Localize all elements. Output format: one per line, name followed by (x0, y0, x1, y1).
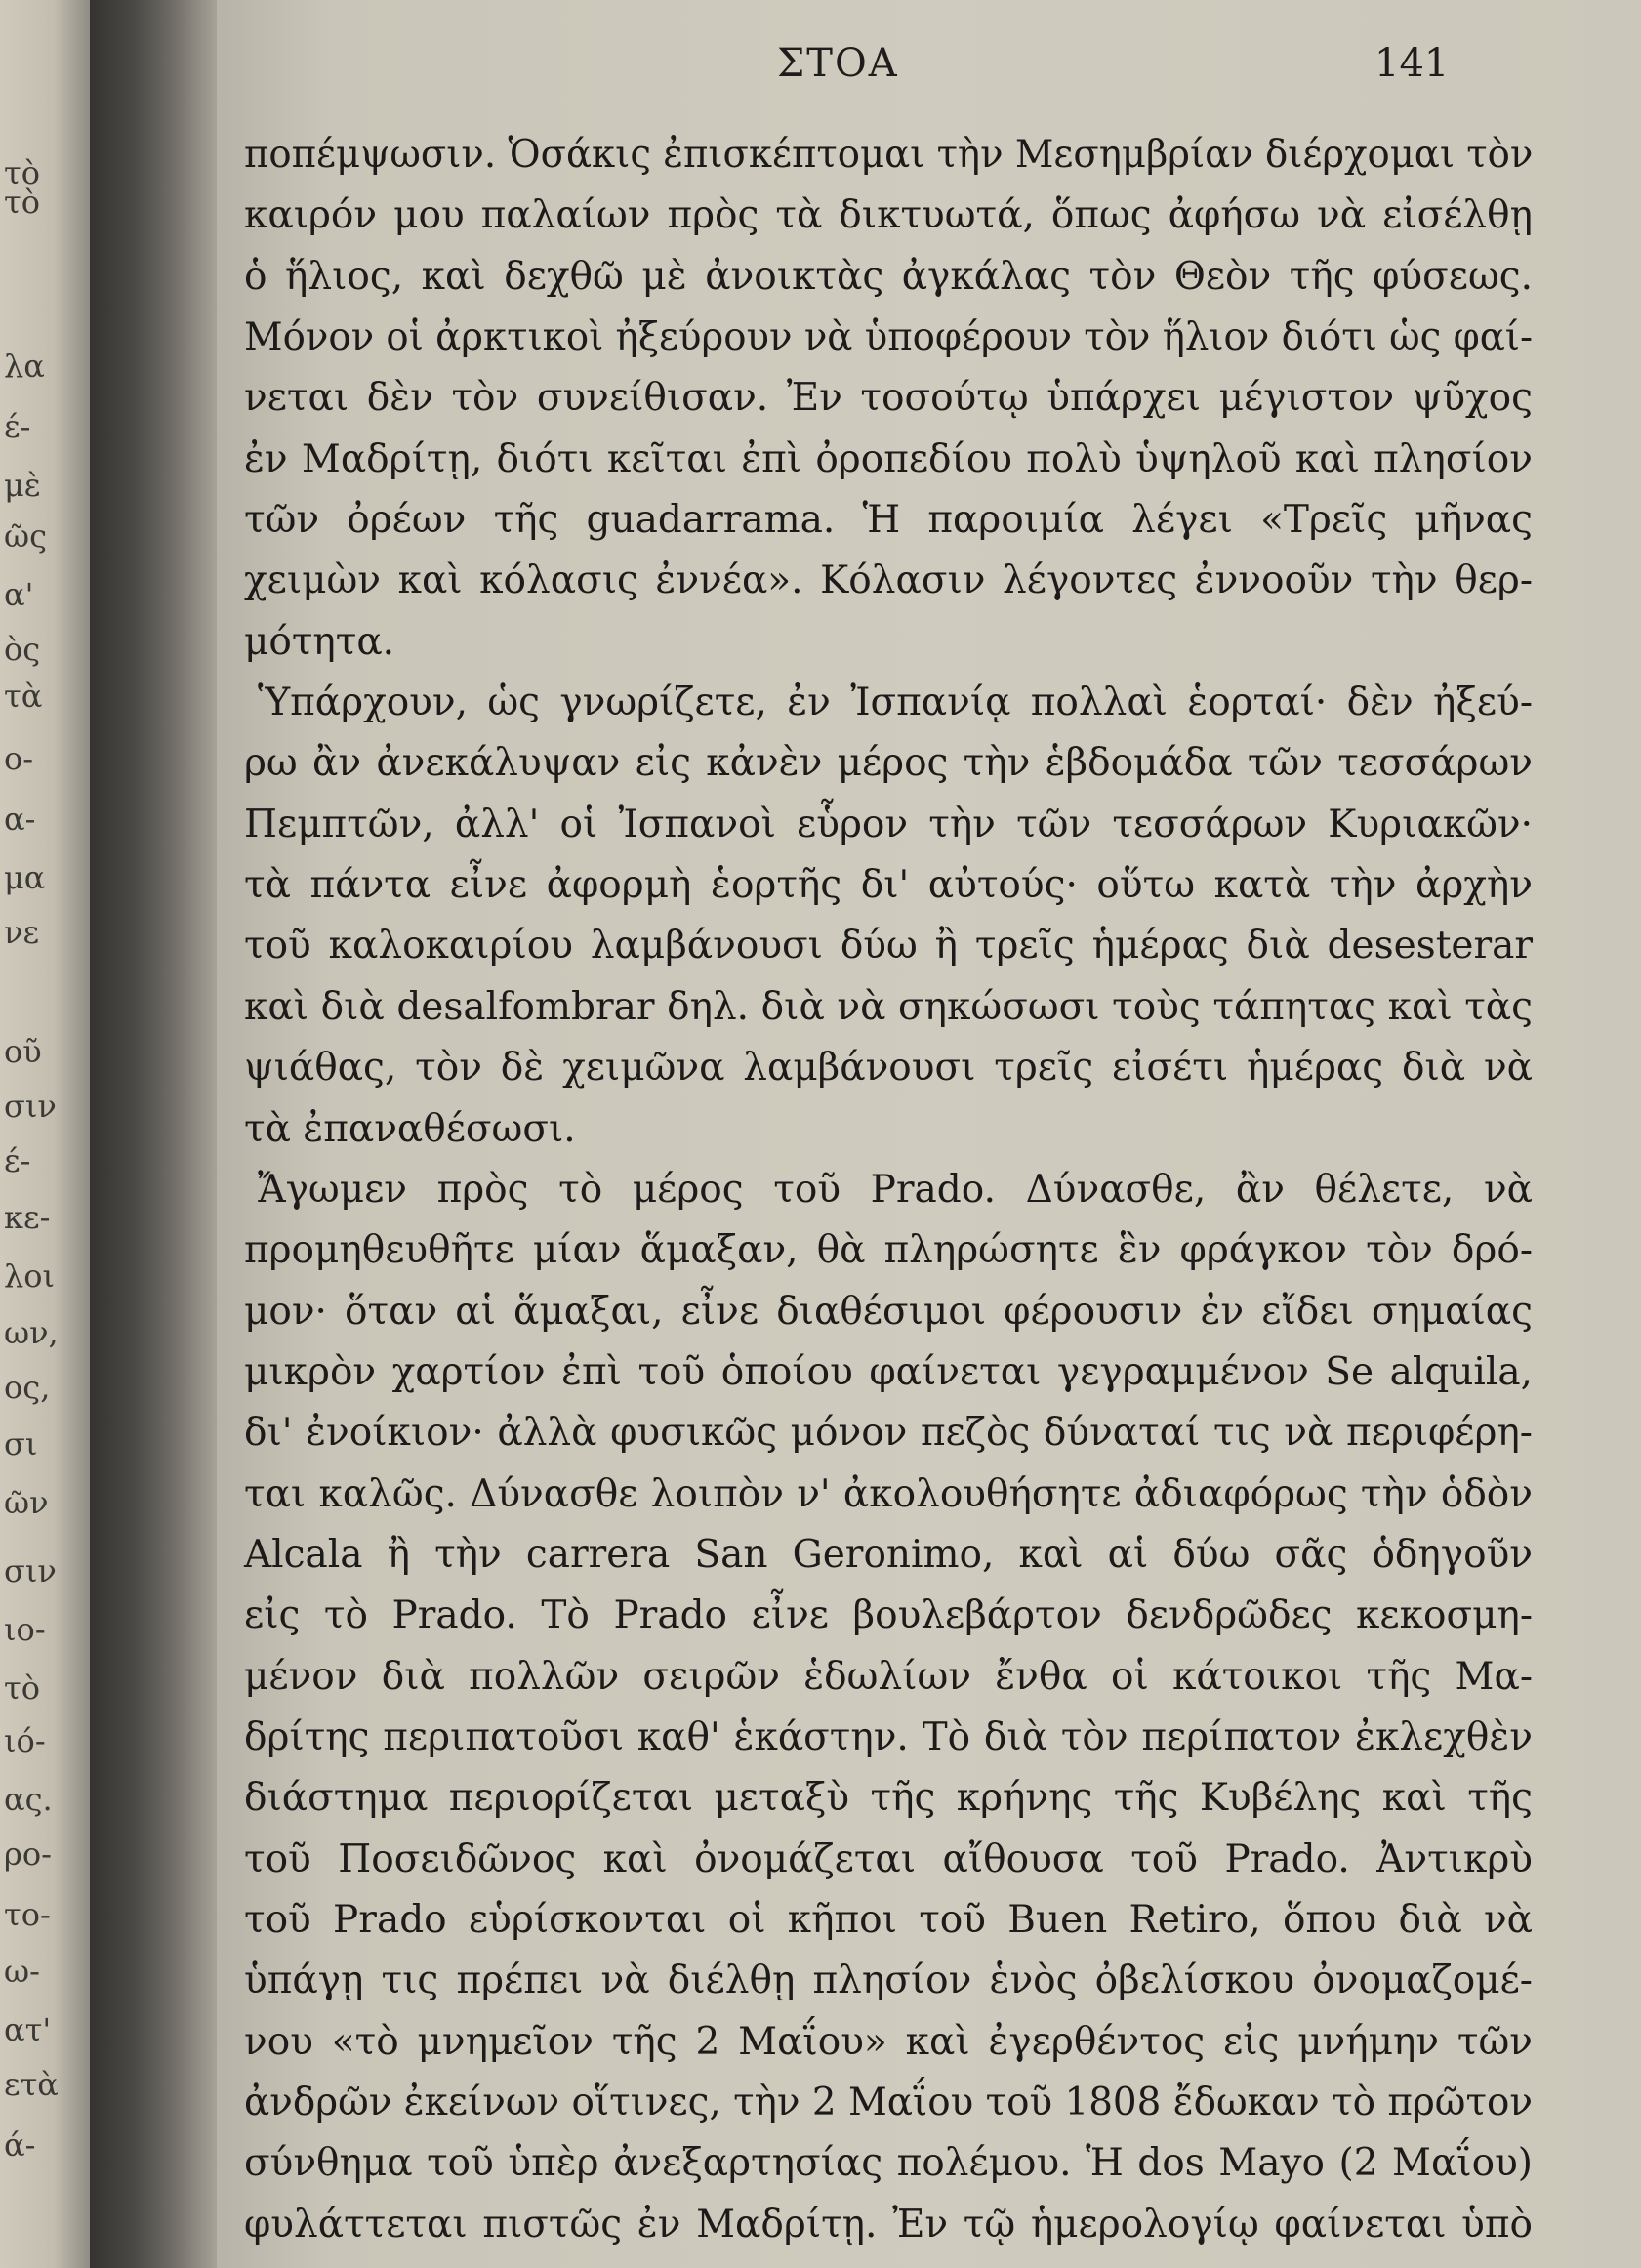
text-line: διάστημα περιορίζεται μεταξὺ τῆς κρήνης τῆς Κυβέλης καὶ τῆς (244, 1776, 1533, 1821)
margin-fragment: κε- (4, 1199, 51, 1236)
text-line: καιρόν μου παλαίων πρὸς τὰ δικτυωτά, ὅπως ἀφήσω νὰ εἰσέλθῃ (244, 193, 1533, 238)
text-line: ρω ἂν ἀνεκάλυψαν εἰς κἀνὲν μέρος τὴν ἑβδομάδα τῶν τεσσάρων (244, 741, 1533, 786)
text-line: δρίτης περιπατοῦσι καθ' ἑκάστην. Τὸ διὰ τὸν περίπατον ἐκλεχθὲν (244, 1714, 1533, 1759)
text-line: καὶ διὰ desalfombrar δηλ. διὰ νὰ σηκώσωσι τοὺς τάπητας καὶ τὰς (244, 984, 1533, 1029)
margin-fragment: ατ' (4, 2011, 52, 2048)
text-line: μότητα. (244, 619, 395, 664)
text-line: νεται δὲν τὸν συνείθισαν. Ἐν τοσούτῳ ὑπάρχει μέγιστον ψῦχος (244, 376, 1533, 421)
margin-fragment: ὸς (4, 631, 41, 668)
margin-fragment: τὸ (4, 154, 40, 191)
text-line: τοῦ Ποσειδῶνος καὶ ὀνομάζεται αἴθουσα τοῦ Prado. Ἀντικρὺ (244, 1836, 1533, 1881)
previous-page-edge (0, 0, 90, 2268)
margin-fragment: ιο- (4, 1611, 46, 1648)
text-line: χειμὼν καὶ κόλασις ἐννέα». Κόλασιν λέγοντες ἐννοοῦν τὴν θερ- (244, 558, 1533, 603)
margin-fragment: τὰ (4, 678, 43, 715)
text-line: ὁ ἥλιος, καὶ δεχθῶ μὲ ἀνοικτὰς ἀγκάλας τὸν Θεὸν τῆς φύσεως. (244, 254, 1533, 299)
margin-fragment: ρο- (4, 1835, 52, 1873)
margin-fragment: τὸ (4, 1670, 40, 1707)
margin-fragment: ων, (4, 1314, 59, 1351)
margin-fragment: ῶς (4, 517, 48, 555)
text-line: ἀνδρῶν ἐκείνων οἵτινες, τὴν 2 Μαΐου τοῦ 1808 ἔδωκαν τὸ πρῶτον (244, 2081, 1533, 2124)
page-number: 141 (1374, 41, 1450, 86)
margin-fragment: λα (4, 348, 45, 385)
margin-fragment: οῦ (4, 1033, 42, 1070)
text-line: ψιάθας, τὸν δὲ χειμῶνα λαμβάνουσι τρεῖς εἰσέτι ἡμέρας διὰ νὰ (244, 1046, 1533, 1091)
running-title: ΣΤΟΑ (777, 41, 899, 86)
margin-fragment: μὲ (4, 467, 41, 504)
text-line: Μόνον οἱ ἀρκτικοὶ ἠξεύρουν νὰ ὑποφέρουν τὸν ἥλιον διότι ὡς φαί- (244, 315, 1534, 360)
text-line: Ἄγωμεν πρὸς τὸ μέρος τοῦ Prado. Δύνασθε, ἂν θέλετε, νὰ (258, 1167, 1533, 1212)
margin-fragment: ας. (4, 1781, 53, 1818)
text-line: σύνθημα τοῦ ὑπὲρ ἀνεξαρτησίας πολέμου. Ἡ dos Mayo (2 Μαΐου) (244, 2141, 1533, 2186)
margin-fragment: λοι (4, 1258, 56, 1295)
margin-fragment: ιό- (4, 1722, 46, 1759)
text-line: προμηθευθῆτε μίαν ἅμαξαν, θὰ πληρώσητε ἓν φράγκον τὸν δρό- (244, 1228, 1533, 1273)
margin-fragment: α' (4, 576, 34, 613)
text-line: τῶν ὀρέων τῆς guadarrama. Ἡ παροιμία λέγει «Τρεῖς μῆνας (244, 498, 1533, 543)
margin-fragment: α- (4, 801, 36, 838)
text-line: μικρὸν χαρτίον ἐπὶ τοῦ ὁποίου φαίνεται γεγραμμένον Se alquila, (244, 1349, 1533, 1394)
text-line: μον· ὅταν αἱ ἅμαξαι, εἶνε διαθέσιμοι φέρουσιν ἐν εἴδει σημαίας (244, 1289, 1533, 1334)
text-line: μένον διὰ πολλῶν σειρῶν ἑδωλίων ἔνθα οἱ κάτοικοι τῆς Μα- (244, 1654, 1533, 1699)
text-line: τοῦ Prado εὑρίσκονται οἱ κῆποι τοῦ Buen Retiro, ὅπου διὰ νὰ (244, 1897, 1533, 1942)
text-line: ἐν Μαδρίτῃ, διότι κεῖται ἐπὶ ὀροπεδίου πολὺ ὑψηλοῦ καὶ πλησίον (244, 436, 1533, 481)
body-text (244, 125, 1533, 2255)
margin-fragment: νε (4, 914, 40, 951)
margin-fragment: ῶν (4, 1484, 49, 1521)
text-line: φυλάττεται πιστῶς ἐν Μαδρίτῃ. Ἐν τῷ ἡμερολογίῳ φαίνεται ὑπὸ (244, 2202, 1533, 2247)
book-gutter (90, 0, 217, 2268)
margin-fragment: ο- (4, 740, 34, 777)
text-line: τὰ πάντα εἶνε ἀφορμὴ ἑορτῆς δι' αὐτούς· οὕτω κατὰ τὴν ἀρχὴν (244, 863, 1533, 908)
text-line: Πεμπτῶν, ἀλλ' οἱ Ἰσπανοὶ εὗρον τὴν τῶν τεσσάρων Κυριακῶν· (244, 802, 1533, 846)
book-page (217, 0, 1641, 2268)
text-line: ποπέμψωσιν. Ὁσάκις ἐπισκέπτομαι τὴν Μεσημβρίαν διέρχομαι τὸν (244, 133, 1534, 177)
margin-fragment: τὸ (4, 184, 40, 221)
text-line: Alcala ἢ τὴν carrera San Geronimo, καὶ αἱ δύω σᾶς ὁδηγοῦν (244, 1532, 1533, 1577)
text-line: δι' ἐνοίκιον· ἀλλὰ φυσικῶς μόνον πεζὸς δύναταί τις νὰ περιφέρη- (244, 1411, 1533, 1456)
margin-fragment: ετὰ (4, 2066, 59, 2103)
margin-fragment: σι (4, 1425, 38, 1463)
margin-fragment: το- (4, 1896, 51, 1933)
margin-fragment: σιν (4, 1088, 57, 1125)
text-line: Ὑπάρχουν, ὡς γνωρίζετε, ἐν Ἰσπανίᾳ πολλαὶ ἑορταί· δὲν ἠξεύ- (258, 680, 1533, 725)
margin-fragment: ω- (4, 1953, 40, 1990)
text-line: τὰ ἐπαναθέσωσι. (244, 1106, 576, 1151)
margin-fragment: σιν (4, 1552, 57, 1589)
margin-fragment: έ- (4, 1142, 31, 1179)
margin-fragment: ος, (4, 1369, 51, 1406)
margin-fragment: μα (4, 859, 46, 896)
text-line: ται καλῶς. Δύνασθε λοιπὸν ν' ἀκολουθήσητε ἀδιαφόρως τὴν ὁδὸν (244, 1471, 1533, 1516)
text-line: εἰς τὸ Prado. Τὸ Prado εἶνε βουλεβάρτον δενδρῶδες κεκοσμη- (244, 1593, 1533, 1638)
text-line: ὑπάγῃ τις πρέπει νὰ διέλθῃ πλησίον ἑνὸς ὀβελίσκου ὀνομαζομέ- (244, 1959, 1533, 2003)
margin-fragment: ά- (4, 2126, 36, 2164)
text-line: τοῦ καλοκαιρίου λαμβάνουσι δύω ἢ τρεῖς ἡμέρας διὰ desesterar (244, 924, 1533, 969)
text-line: νου «τὸ μνημεῖον τῆς 2 Μαΐου» καὶ ἐγερθέντος εἰς μνήμην τῶν (244, 2019, 1533, 2064)
running-head (217, 41, 1641, 100)
margin-fragment: έ- (4, 408, 31, 445)
